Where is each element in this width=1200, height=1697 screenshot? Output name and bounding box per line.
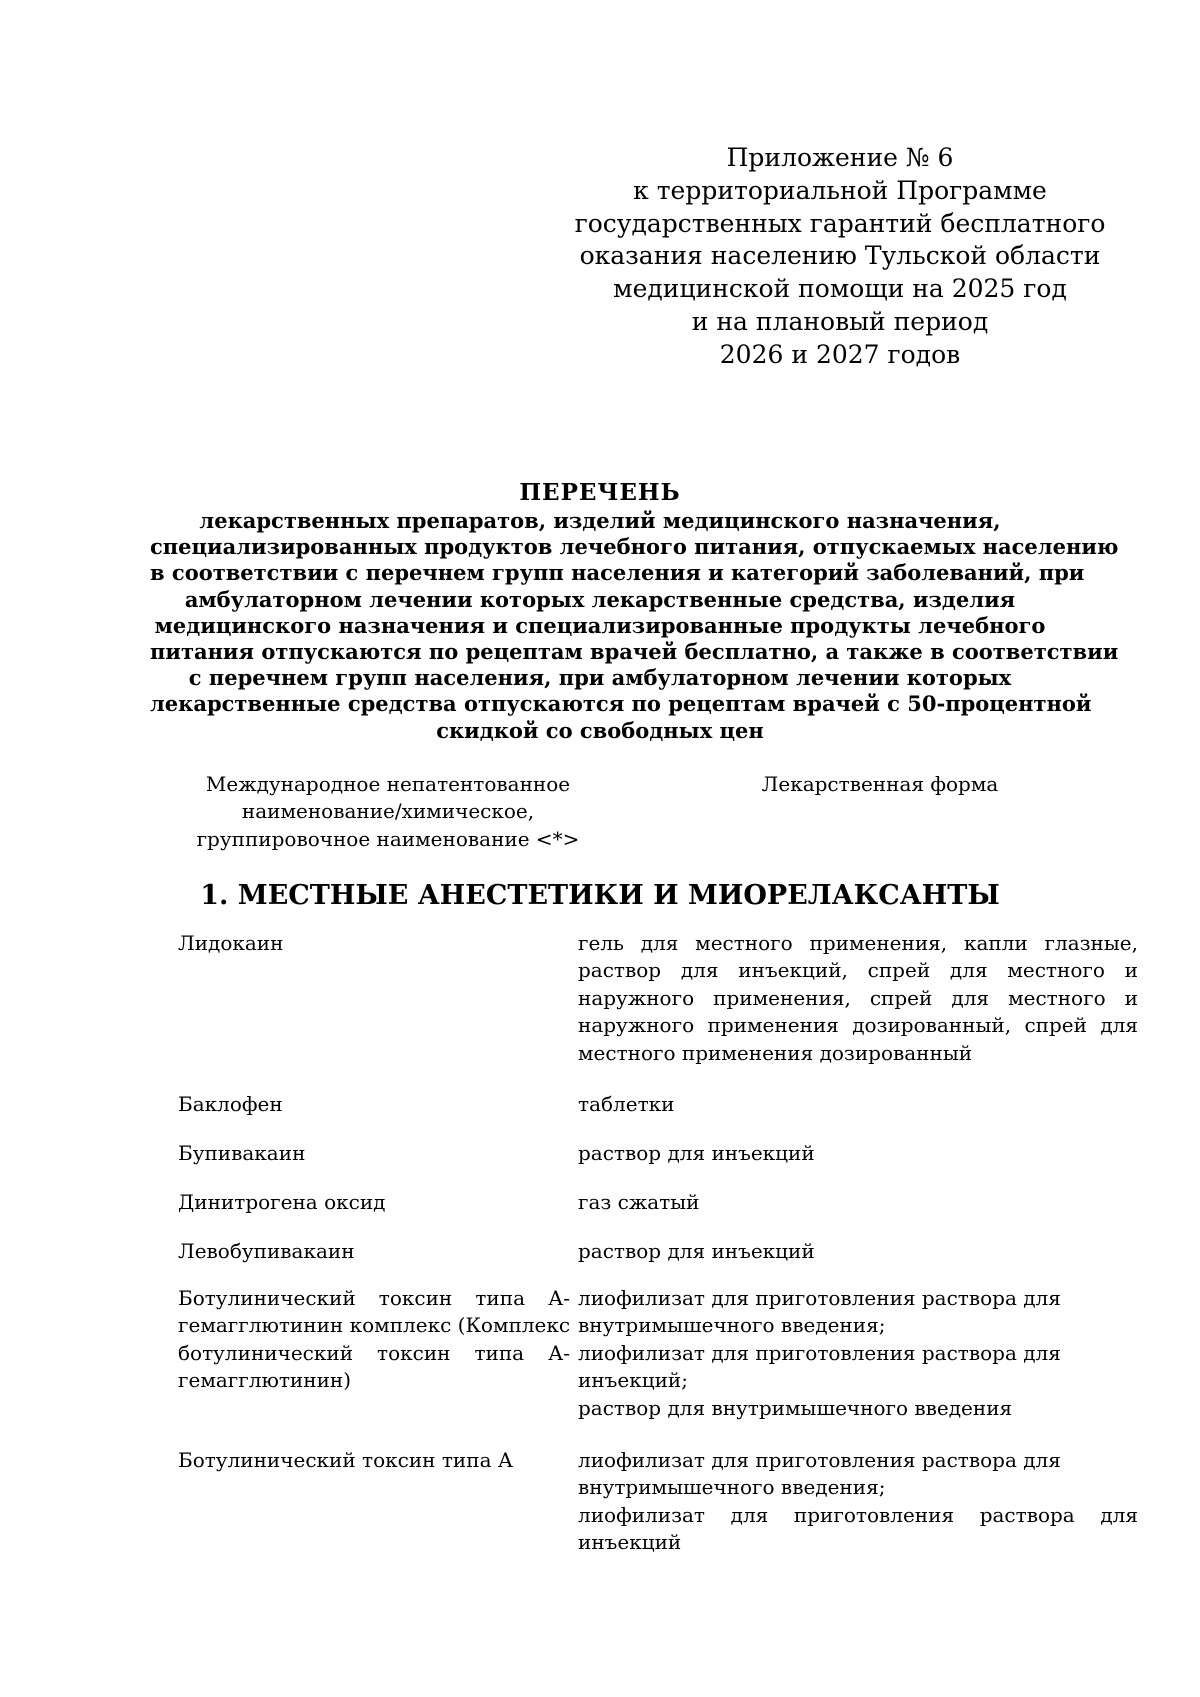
dosage-form-line: лиофилизат для приготовления раствора для <box>578 1340 1061 1365</box>
drug-name-line: гемагглютинин) <box>178 1368 352 1393</box>
dosage-form-line: внутримышечного введения; <box>578 1475 886 1500</box>
drug-name-line: Динитрогена оксид <box>178 1190 386 1214</box>
title-sub-line: медицинского назначения и специализированные продукты лечебного <box>154 612 1046 638</box>
title-main: ПЕРЕЧЕНЬ <box>519 479 681 506</box>
dosage-form <box>578 1238 1138 1265</box>
drug-name <box>178 1091 570 1118</box>
dosage-form-line: внутримышечного введения; <box>578 1313 886 1338</box>
dosage-form <box>578 930 1138 1067</box>
dosage-form <box>578 1447 1138 1557</box>
title-sub-line: специализированных продуктов лечебного питания, отпускаемых населению <box>150 534 1119 560</box>
dosage-form-line: гель для местного применения, капли глазные, <box>578 931 1138 955</box>
title-sub-line: питания отпускаются по рецептам врачей бесплатно, а также в соответствии <box>150 639 1119 665</box>
column-header-line: группировочное наименование <*> <box>196 826 580 851</box>
appendix-line: Приложение № 6 <box>726 143 954 172</box>
appendix-line: медицинской помощи на 2025 год <box>613 274 1067 304</box>
drug-name <box>178 1447 570 1474</box>
appendix-line: государственных гарантий бесплатного <box>574 208 1106 238</box>
title-sub-line: скидкой со свободных цен <box>436 717 764 743</box>
title-sub-line: амбулаторном лечении которых лекарственные средства, изделия <box>184 586 1016 612</box>
drug-name <box>178 1285 570 1395</box>
title-sub-line: лекарственных препаратов, изделий медицинского назначения, <box>199 508 1001 533</box>
dosage-form-line: газ сжатый <box>578 1190 700 1214</box>
column-header-form: Лекарственная форма <box>761 772 999 796</box>
column-header-name <box>178 771 598 853</box>
dosage-form-line: инъекций <box>578 1530 682 1555</box>
dosage-form-line: лиофилизат для приготовления раствора для <box>578 1502 1138 1527</box>
drug-name-line: ботулинический токсин типа А- <box>178 1340 570 1365</box>
drug-name-line: Лидокаин <box>178 931 284 955</box>
dosage-form-line: инъекций; <box>578 1368 688 1393</box>
dosage-form-line: раствор для инъекций, спрей для местного и <box>578 958 1138 983</box>
section-heading: 1. МЕСТНЫЕ АНЕСТЕТИКИ И МИОРЕЛАКСАНТЫ <box>200 880 1000 911</box>
dosage-form-line: лиофилизат для приготовления раствора для <box>578 1286 1061 1310</box>
drug-name <box>178 1238 570 1265</box>
column-header-line: наименование/химическое, <box>241 799 535 824</box>
dosage-form <box>578 1091 1138 1118</box>
appendix-line: оказания населению Тульской области <box>579 241 1101 271</box>
dosage-form-line: наружного применения, спрей для местного и <box>578 985 1138 1010</box>
drug-name-line: гемагглютинин комплекс (Комплекс <box>178 1313 571 1338</box>
dosage-form <box>578 1189 1138 1216</box>
title-sub-line: в соответствии с перечнем групп населения и категорий заболеваний, при <box>150 560 1085 586</box>
drug-name-line: Ботулинический токсин типа А- <box>178 1286 570 1310</box>
dosage-form-line: раствор для инъекций <box>578 1239 815 1263</box>
dosage-form <box>578 1140 1138 1167</box>
dosage-form-line: местного применения дозированный <box>578 1040 973 1065</box>
dosage-form-line: раствор для инъекций <box>578 1141 815 1165</box>
appendix-header <box>560 142 1120 372</box>
dosage-form-line: раствор для внутримышечного введения <box>578 1395 1013 1420</box>
appendix-line: к территориальной Программе <box>633 175 1047 205</box>
drug-name-line: Ботулинический токсин типа А <box>178 1448 514 1472</box>
drug-name <box>178 930 570 957</box>
dosage-form-line: таблетки <box>578 1092 675 1116</box>
title-sub-line: с перечнем групп населения, при амбулаторном лечении которых <box>188 665 1012 691</box>
appendix-line: 2026 и 2027 годов <box>719 339 961 369</box>
drug-name-line: Баклофен <box>178 1092 283 1116</box>
drug-name-line: Бупивакаин <box>178 1141 306 1165</box>
title-sub-line: лекарственные средства отпускаются по рецептам врачей с 50-процентной <box>150 691 1092 717</box>
dosage-form <box>578 1285 1138 1422</box>
drug-name <box>178 1140 570 1167</box>
dosage-form-line: наружного применения дозированный, спрей для <box>578 1013 1138 1038</box>
drug-name <box>178 1189 570 1216</box>
document-title <box>150 478 1119 744</box>
drug-name-line: Левобупивакаин <box>178 1239 355 1263</box>
column-header-line: Международное непатентованное <box>205 772 571 796</box>
dosage-form-line: лиофилизат для приготовления раствора для <box>578 1448 1061 1472</box>
appendix-line: и на плановый период <box>691 306 989 336</box>
